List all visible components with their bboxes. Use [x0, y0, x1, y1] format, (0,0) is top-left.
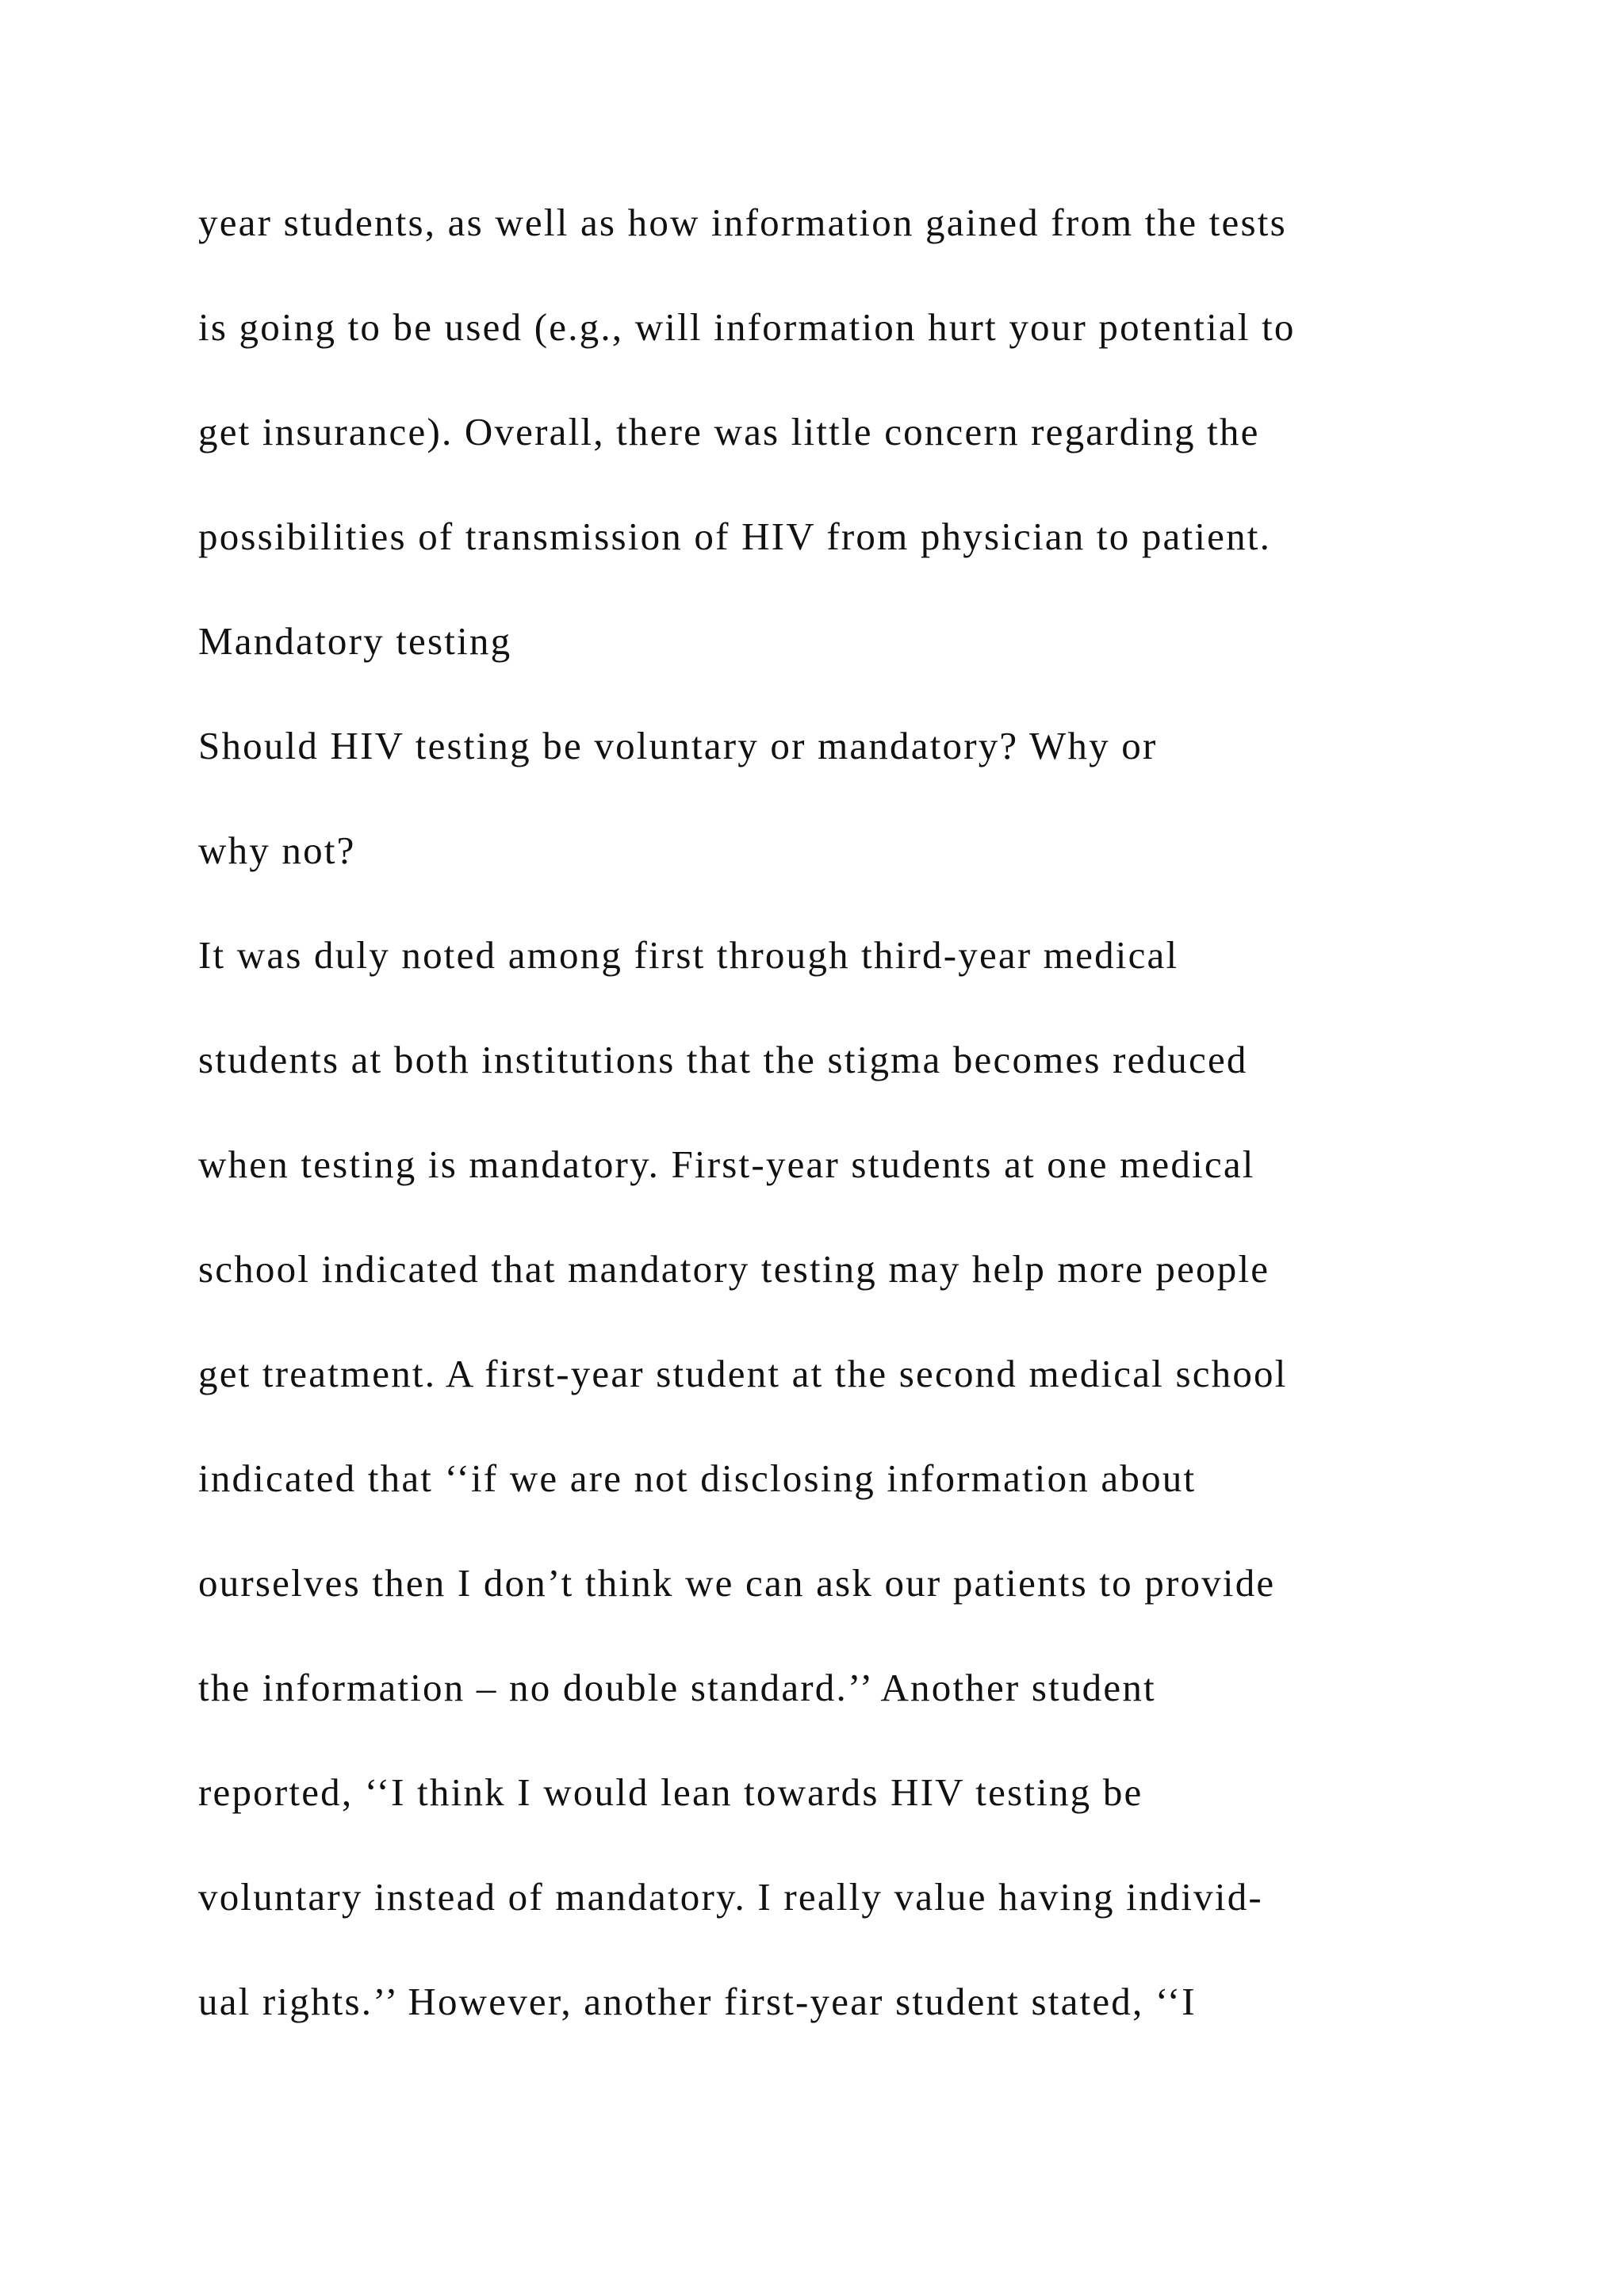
section-heading: Mandatory testing: [198, 619, 512, 663]
text-line: get treatment. A first-year student at the second medical school: [198, 1352, 1288, 1395]
text-line: reported, ‘‘I think I would lean towards HIV testing be: [198, 1770, 1143, 1814]
text-line: is going to be used (e.g., will information hurt your potential to: [198, 305, 1296, 349]
text-line: ourselves then I don’t think we can ask our patients to provide: [198, 1561, 1276, 1605]
text-line: indicated that ‘‘if we are not disclosing information about: [198, 1456, 1197, 1500]
text-line: voluntary instead of mandatory. I really value having individ-: [198, 1875, 1263, 1919]
text-line: It was duly noted among first through third-year medical: [198, 933, 1179, 977]
text-line: when testing is mandatory. First-year students at one medical: [198, 1142, 1255, 1186]
text-line: possibilities of transmission of HIV from physician to patient.: [198, 515, 1272, 558]
text-line: get insurance). Overall, there was little concern regarding the: [198, 410, 1260, 453]
text-line: school indicated that mandatory testing may help more people: [198, 1247, 1270, 1291]
text-line: ual rights.’’ However, another first-year student stated, ‘‘I: [198, 1980, 1197, 2023]
question-line: Should HIV testing be voluntary or mandatory? Why or: [198, 724, 1158, 767]
text-line: students at both institutions that the stigma becomes reduced: [198, 1038, 1248, 1081]
text-line: year students, as well as how information gained from the tests: [198, 201, 1287, 244]
text-line: the information – no double standard.’’ Another student: [198, 1666, 1156, 1709]
question-line: why not?: [198, 828, 356, 872]
